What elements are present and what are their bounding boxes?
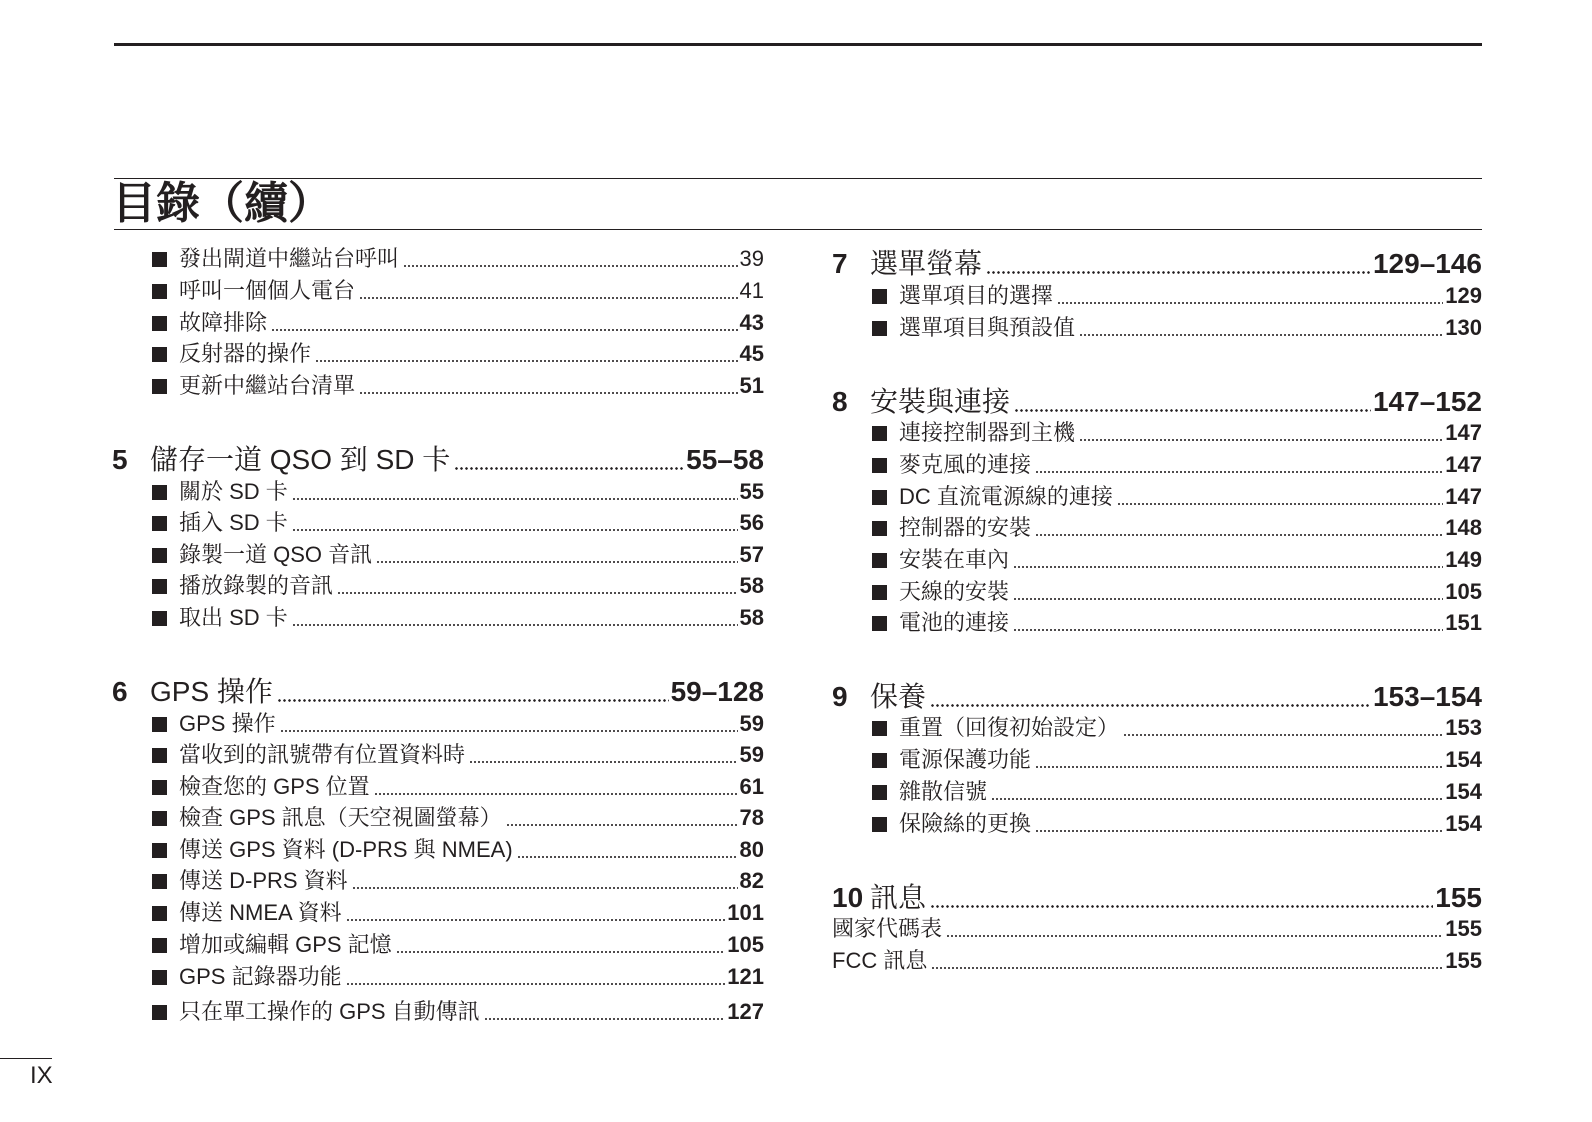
- page-reference: 148: [1445, 515, 1482, 540]
- page-reference: 61: [739, 774, 764, 799]
- toc-entry-row[interactable]: [832, 914, 1482, 944]
- entry-title: 只在單工操作的 GPS 自動傳訊: [179, 999, 480, 1024]
- dot-leader: [277, 699, 669, 702]
- page-reference: 39: [739, 246, 764, 271]
- toc-entry-row[interactable]: [112, 866, 764, 896]
- square-bullet-icon: [152, 874, 167, 889]
- dot-leader: [484, 1018, 726, 1020]
- square-bullet-icon: [152, 252, 167, 267]
- entry-title: 電池的連接: [899, 610, 1010, 635]
- entry-title: 傳送 D-PRS 資料: [179, 868, 348, 893]
- toc-entry-row[interactable]: [832, 545, 1482, 575]
- square-bullet-icon: [872, 426, 887, 441]
- toc-entry-row[interactable]: [832, 450, 1482, 480]
- entry-title: FCC 訊息: [832, 948, 928, 973]
- dot-leader: [1035, 766, 1443, 768]
- entry-title: 插入 SD 卡: [179, 510, 288, 535]
- section-title: 安裝與連接: [870, 386, 1011, 417]
- entry-title: 關於 SD 卡: [179, 479, 288, 504]
- section-title: 選單螢幕: [870, 248, 983, 279]
- square-bullet-icon: [152, 906, 167, 921]
- entry-title: 故障排除: [179, 310, 268, 335]
- square-bullet-icon: [872, 521, 887, 536]
- dot-leader: [986, 271, 1371, 274]
- page-reference: 80: [739, 837, 764, 862]
- entry-title: 選單項目的選擇: [899, 283, 1054, 308]
- toc-entry-row[interactable]: [112, 339, 764, 369]
- toc-section-row[interactable]: [832, 245, 1482, 283]
- dot-leader: [1035, 534, 1443, 536]
- page-reference: 151: [1445, 610, 1482, 635]
- page-reference: 130: [1445, 315, 1482, 340]
- page-reference: 59–128: [670, 676, 764, 707]
- dot-leader: [506, 824, 738, 826]
- page-reference: 127: [727, 999, 764, 1024]
- dot-leader: [930, 905, 1433, 908]
- square-bullet-icon: [152, 780, 167, 795]
- entry-title: 選單項目與預設值: [899, 315, 1076, 340]
- dot-leader: [396, 951, 726, 953]
- section-number: 6: [112, 676, 128, 707]
- entry-title: 電源保護功能: [899, 747, 1032, 772]
- section-number: 8: [832, 386, 848, 417]
- toc-entry-row[interactable]: [112, 803, 764, 833]
- page-reference: 153: [1445, 715, 1482, 740]
- toc-entry-row[interactable]: [112, 962, 764, 992]
- page-reference: 56: [739, 510, 764, 535]
- dot-leader: [991, 798, 1443, 800]
- entry-title: 保險絲的更換: [899, 811, 1032, 836]
- dot-leader: [337, 592, 738, 594]
- page-reference: 155: [1445, 948, 1482, 973]
- toc-entry-row[interactable]: [112, 603, 764, 633]
- toc-entry-row[interactable]: [112, 308, 764, 338]
- dot-leader: [1035, 830, 1443, 832]
- toc-entry-row[interactable]: [112, 276, 764, 306]
- page-reference: 78: [739, 805, 764, 830]
- page-reference: 147: [1445, 484, 1482, 509]
- entry-title: 傳送 NMEA 資料: [179, 900, 342, 925]
- dot-leader: [346, 983, 726, 985]
- dot-leader: [930, 704, 1371, 707]
- square-bullet-icon: [872, 321, 887, 336]
- toc-entry-row[interactable]: [112, 740, 764, 770]
- page-reference: 155: [1435, 882, 1482, 913]
- toc-entry-row[interactable]: [832, 313, 1482, 343]
- square-bullet-icon: [152, 579, 167, 594]
- square-bullet-icon: [872, 817, 887, 832]
- dot-leader: [1079, 439, 1443, 441]
- entry-title: 連接控制器到主機: [899, 420, 1076, 445]
- toc-section-row[interactable]: [832, 879, 1482, 917]
- page-reference: 147: [1445, 420, 1482, 445]
- toc-entry-row[interactable]: [832, 418, 1482, 448]
- square-bullet-icon: [872, 753, 887, 768]
- entry-title: 更新中繼站台清單: [179, 373, 356, 398]
- entry-title: 麥克風的連接: [899, 452, 1032, 477]
- dot-leader: [1117, 503, 1443, 505]
- square-bullet-icon: [872, 721, 887, 736]
- toc-entry-row[interactable]: [112, 571, 764, 601]
- section-number: 7: [832, 248, 848, 279]
- page-reference: 154: [1445, 747, 1482, 772]
- page-reference: 43: [739, 310, 764, 335]
- square-bullet-icon: [152, 811, 167, 826]
- page-reference: 55: [739, 479, 764, 504]
- dot-leader: [280, 730, 738, 732]
- page-reference: 149: [1445, 547, 1482, 572]
- toc-entry-row[interactable]: [112, 477, 764, 507]
- page-reference: 147: [1445, 452, 1482, 477]
- dot-leader: [1123, 734, 1443, 736]
- section-number: 5: [112, 444, 128, 475]
- dot-leader: [1014, 409, 1371, 412]
- toc-entry-row[interactable]: [112, 772, 764, 802]
- entry-title: 雜散信號: [899, 779, 988, 804]
- entry-title: 傳送 GPS 資料 (D-PRS 與 NMEA): [179, 837, 513, 862]
- dot-leader: [376, 561, 737, 563]
- entry-title: 反射器的操作: [179, 341, 312, 366]
- toc-entry-row[interactable]: [832, 713, 1482, 743]
- dot-leader: [359, 392, 738, 394]
- toc-entry-row[interactable]: [832, 513, 1482, 543]
- square-bullet-icon: [152, 1005, 167, 1020]
- dot-leader: [1035, 471, 1443, 473]
- page-reference: 121: [727, 964, 764, 989]
- square-bullet-icon: [152, 938, 167, 953]
- page-reference: 59: [739, 711, 764, 736]
- page-reference: 155: [1445, 916, 1482, 941]
- dot-leader: [346, 919, 726, 921]
- entry-title: 重置（回復初始設定）: [899, 715, 1120, 740]
- page-reference: 101: [727, 900, 764, 925]
- entry-title: 增加或編輯 GPS 記憶: [179, 932, 392, 957]
- section-number: 10: [832, 882, 864, 913]
- dot-leader: [1079, 334, 1443, 336]
- page-reference: 58: [739, 605, 764, 630]
- square-bullet-icon: [872, 458, 887, 473]
- toc-section-row[interactable]: [832, 678, 1482, 716]
- page-number: IX: [30, 1062, 53, 1089]
- square-bullet-icon: [872, 289, 887, 304]
- square-bullet-icon: [152, 316, 167, 331]
- dot-leader: [1013, 629, 1443, 631]
- toc-entry-row[interactable]: [112, 508, 764, 538]
- page-reference: 41: [739, 278, 764, 303]
- square-bullet-icon: [152, 516, 167, 531]
- page-reference: 45: [739, 341, 764, 366]
- square-bullet-icon: [152, 970, 167, 985]
- entry-title: 檢查 GPS 訊息（天空視圖螢幕）: [179, 805, 502, 830]
- toc-entry-row[interactable]: [112, 930, 764, 960]
- toc-entry-row[interactable]: [112, 540, 764, 570]
- page-reference: 59: [739, 742, 764, 767]
- toc-entry-row[interactable]: [832, 946, 1482, 976]
- toc-entry-row[interactable]: [112, 835, 764, 865]
- page-reference: 57: [739, 542, 764, 567]
- toc-entry-row[interactable]: [832, 608, 1482, 638]
- page-reference: 129–146: [1372, 248, 1482, 279]
- square-bullet-icon: [872, 553, 887, 568]
- section-number: 9: [832, 681, 848, 712]
- toc-section-row[interactable]: [832, 383, 1482, 421]
- dot-leader: [1013, 598, 1443, 600]
- square-bullet-icon: [152, 548, 167, 563]
- entry-title: 檢查您的 GPS 位置: [179, 774, 370, 799]
- toc-entry-row[interactable]: [112, 244, 764, 274]
- page-reference: 82: [739, 868, 764, 893]
- dot-leader: [1057, 302, 1443, 304]
- entry-title: 呼叫一個個人電台: [179, 278, 356, 303]
- entry-title: 發出閘道中繼站台呼叫: [179, 246, 400, 271]
- entry-title: DC 直流電源線的連接: [899, 484, 1113, 509]
- dot-leader: [292, 529, 738, 531]
- toc-entry-row[interactable]: [112, 898, 764, 928]
- dot-leader: [454, 467, 684, 470]
- page-reference: 147–152: [1372, 386, 1482, 417]
- dot-leader: [931, 967, 1443, 969]
- entry-title: GPS 記錄器功能: [179, 964, 342, 989]
- square-bullet-icon: [152, 284, 167, 299]
- page-reference: 153–154: [1372, 681, 1482, 712]
- square-bullet-icon: [152, 485, 167, 500]
- square-bullet-icon: [152, 347, 167, 362]
- page-reference: 105: [727, 932, 764, 957]
- dot-leader: [352, 887, 738, 889]
- square-bullet-icon: [152, 611, 167, 626]
- square-bullet-icon: [152, 717, 167, 732]
- page-reference: 105: [1445, 579, 1482, 604]
- header-rule: [114, 43, 1482, 46]
- page-reference: 154: [1445, 811, 1482, 836]
- entry-title: GPS 操作: [179, 711, 276, 736]
- square-bullet-icon: [152, 379, 167, 394]
- dot-leader: [292, 624, 738, 626]
- toc-entry-row[interactable]: [832, 809, 1482, 839]
- toc-entry-row[interactable]: [112, 371, 764, 401]
- toc-entry-row[interactable]: [112, 709, 764, 739]
- square-bullet-icon: [872, 585, 887, 600]
- title-rule-bottom: [114, 229, 1482, 230]
- toc-entry-row[interactable]: [112, 997, 764, 1027]
- toc-section-row[interactable]: [112, 441, 764, 479]
- dot-leader: [469, 761, 738, 763]
- entry-title: 控制器的安裝: [899, 515, 1032, 540]
- dot-leader: [517, 856, 738, 858]
- page-reference: 154: [1445, 779, 1482, 804]
- toc-section-row[interactable]: [112, 673, 764, 711]
- toc-entry-row[interactable]: [832, 482, 1482, 512]
- toc-entry-row[interactable]: [832, 281, 1482, 311]
- square-bullet-icon: [152, 843, 167, 858]
- section-title: 保養: [870, 681, 927, 712]
- entry-title: 天線的安裝: [899, 579, 1010, 604]
- entry-title: 取出 SD 卡: [179, 605, 288, 630]
- dot-leader: [315, 360, 738, 362]
- page-title: 目錄（續）: [112, 179, 332, 228]
- dot-leader: [403, 265, 738, 267]
- toc-entry-row[interactable]: [832, 577, 1482, 607]
- dot-leader: [374, 793, 738, 795]
- section-title: GPS 操作: [150, 676, 273, 707]
- entry-title: 國家代碼表: [832, 916, 943, 941]
- entry-title: 播放錄製的音訊: [179, 573, 334, 598]
- page-reference: 58: [739, 573, 764, 598]
- entry-title: 當收到的訊號帶有位置資料時: [179, 742, 466, 767]
- toc-entry-row[interactable]: [832, 745, 1482, 775]
- square-bullet-icon: [152, 748, 167, 763]
- dot-leader: [359, 297, 738, 299]
- page-number-rule: [0, 1058, 52, 1059]
- square-bullet-icon: [872, 616, 887, 631]
- dot-leader: [1013, 566, 1443, 568]
- square-bullet-icon: [872, 490, 887, 505]
- section-title: 儲存一道 QSO 到 SD 卡: [150, 444, 451, 475]
- dot-leader: [292, 498, 738, 500]
- dot-leader: [271, 329, 738, 331]
- page-reference: 129: [1445, 283, 1482, 308]
- page-reference: 51: [739, 373, 764, 398]
- entry-title: 錄製一道 QSO 音訊: [179, 542, 373, 567]
- square-bullet-icon: [872, 785, 887, 800]
- section-title: 訊息: [870, 882, 927, 913]
- dot-leader: [946, 935, 1443, 937]
- page-reference: 55–58: [686, 444, 764, 475]
- entry-title: 安裝在車內: [899, 547, 1010, 572]
- toc-entry-row[interactable]: [832, 777, 1482, 807]
